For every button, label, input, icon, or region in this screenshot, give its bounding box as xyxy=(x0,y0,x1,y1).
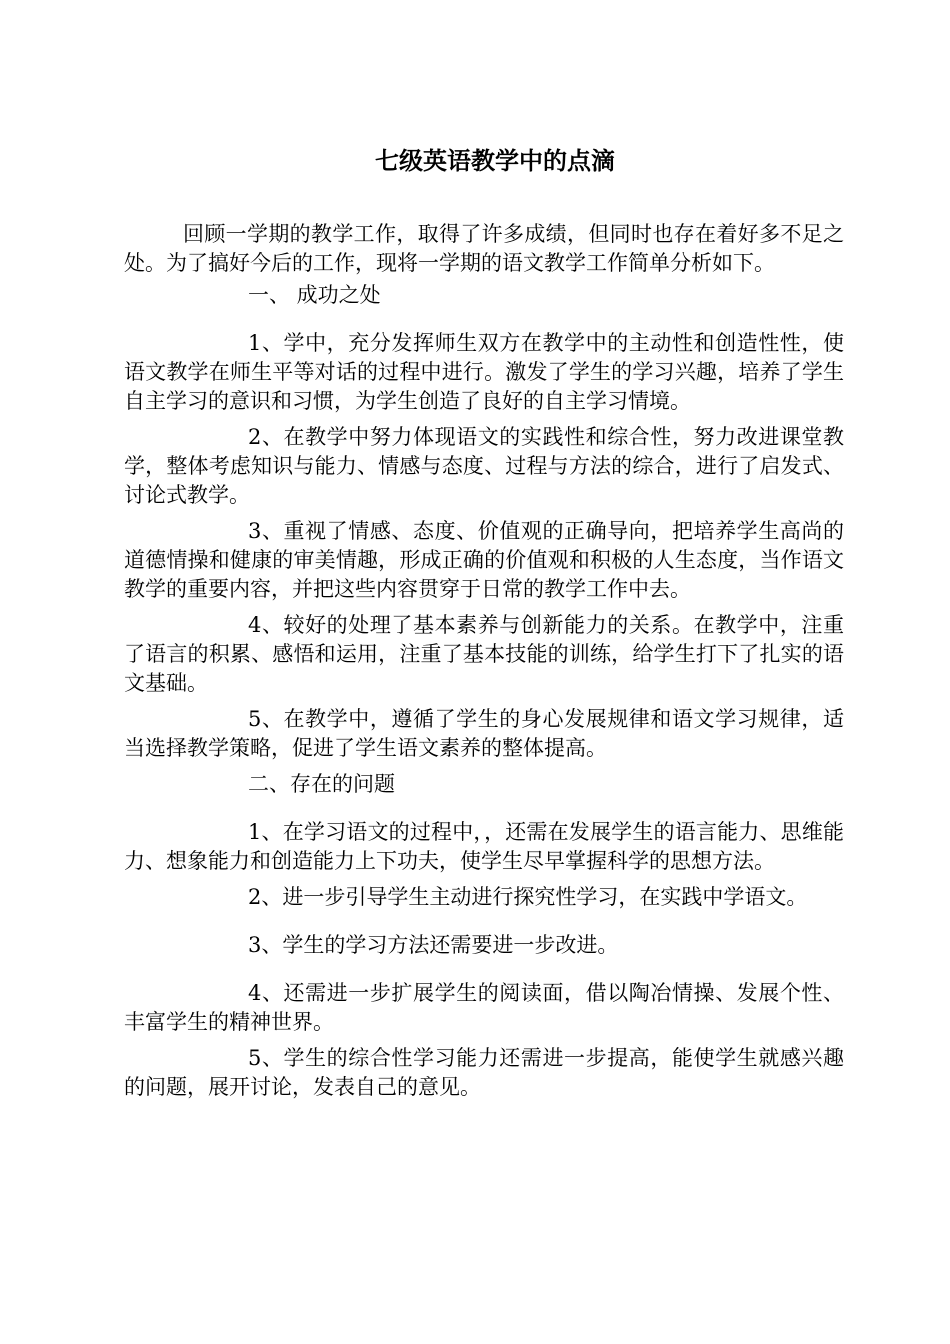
intro-paragraph: 回顾一学期的教学工作，取得了许多成绩，但同时也存在着好多不足之处。为了搞好今后的工作，现将一学期的语文教学工作简单分析如下。 xyxy=(124,222,844,275)
problem-item-1: 1、在学习语文的过程中，，还需在发展学生的语言能力、思维能力、想象能力和创造能力上下功夫，使学生尽早掌握科学的思想方法。 xyxy=(124,820,844,873)
document-body xyxy=(124,220,844,1102)
problem-item-4: 4、还需进一步扩展学生的阅读面，借以陶冶情操、发展个性、丰富学生的精神世界。 xyxy=(124,981,844,1034)
success-item-3: 3、重视了情感、态度、价值观的正确导向，把培养学生高尚的道德情操和健康的审美情趣，形成正确的价值观和积极的人生态度，当作语文教学的重要内容，并把这些内容贯穿于日常的教学工作中去。 xyxy=(124,519,844,601)
success-item-1: 1、学中，充分发挥师生双方在教学中的主动性和创造性性，使语文教学在师生平等对话的过程中进行。激发了学生的学习兴趣，培养了学生自主学习的意识和习惯，为学生创造了良好的自主学习情境。 xyxy=(124,331,844,413)
problem-item-3: 3、学生的学习方法还需要进一步改进。 xyxy=(248,933,619,957)
section-heading-success: 一、 成功之处 xyxy=(248,283,381,307)
section-heading-problems: 二、存在的问题 xyxy=(248,772,395,796)
success-item-5: 5、在教学中，遵循了学生的身心发展规律和语文学习规律，适当选择教学策略，促进了学生语文素养的整体提高。 xyxy=(124,707,844,760)
success-item-4: 4、较好的处理了基本素养与创新能力的关系。在教学中，注重了语言的积累、感悟和运用，注重了基本技能的训练，给学生打下了扎实的语文基础。 xyxy=(124,613,844,695)
problem-item-2: 2、进一步引导学生主动进行探究性学习，在实践中学语文。 xyxy=(248,885,808,909)
success-item-2: 2、在教学中努力体现语文的实践性和综合性，努力改进课堂教学，整体考虑知识与能力、情感与态度、过程与方法的综合，进行了启发式、讨论式教学。 xyxy=(124,425,844,507)
problem-item-5: 5、学生的综合性学习能力还需进一步提高，能使学生就感兴趣的问题，展开讨论，发表自己的意见。 xyxy=(124,1046,844,1099)
document-title: 七级英语教学中的点滴 xyxy=(375,146,615,175)
